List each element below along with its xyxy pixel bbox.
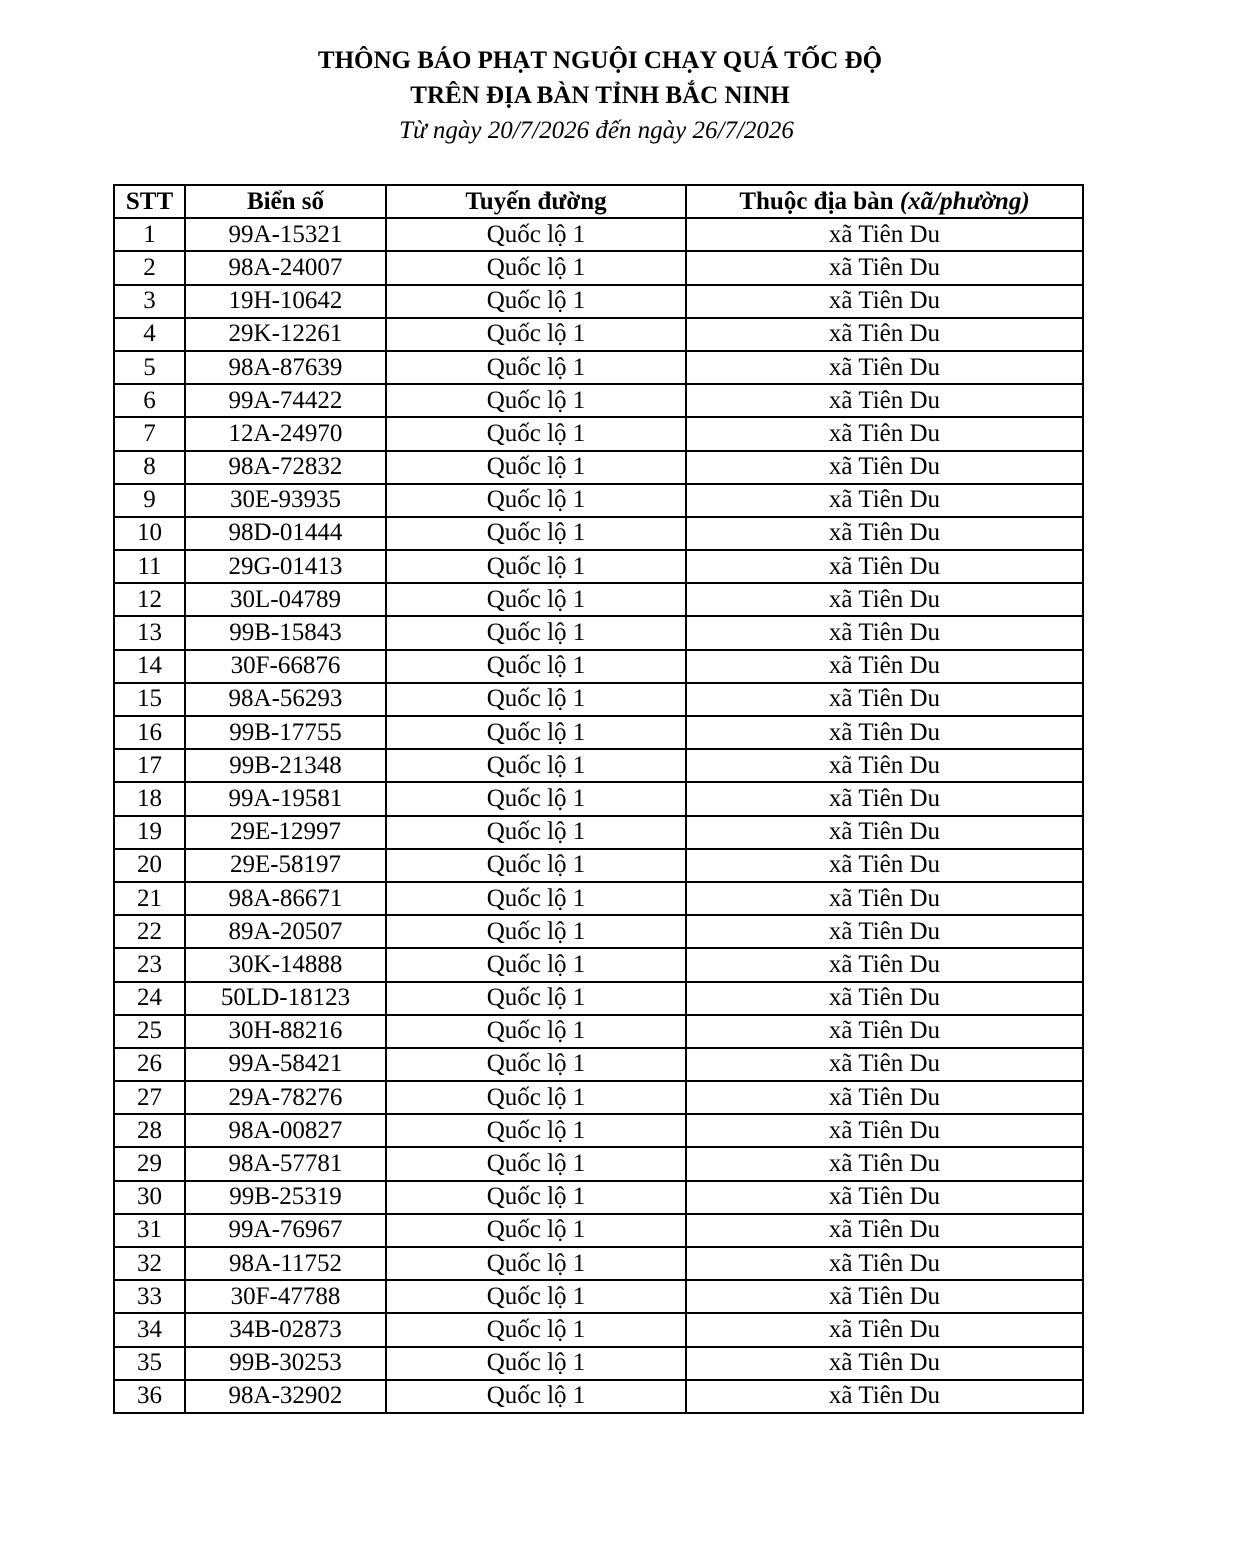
cell-route: Quốc lộ 1 — [386, 915, 686, 948]
cell-route: Quốc lộ 1 — [386, 417, 686, 450]
cell-plate: 29E-58197 — [185, 849, 386, 882]
cell-stt: 31 — [114, 1214, 185, 1247]
cell-plate: 99A-15321 — [185, 218, 386, 251]
cell-plate: 98A-00827 — [185, 1114, 386, 1147]
cell-route: Quốc lộ 1 — [386, 749, 686, 782]
cell-plate: 30L-04789 — [185, 583, 386, 616]
cell-stt: 19 — [114, 816, 185, 849]
table-row — [114, 1313, 1083, 1346]
cell-area: xã Tiên Du — [686, 351, 1083, 384]
cell-stt: 20 — [114, 849, 185, 882]
cell-stt: 4 — [114, 318, 185, 351]
cell-stt: 35 — [114, 1347, 185, 1380]
table-row — [114, 583, 1083, 616]
table-row — [114, 782, 1083, 815]
cell-route: Quốc lộ 1 — [386, 1048, 686, 1081]
cell-route: Quốc lộ 1 — [386, 1280, 686, 1313]
cell-area: xã Tiên Du — [686, 782, 1083, 815]
cell-stt: 10 — [114, 517, 185, 550]
cell-route: Quốc lộ 1 — [386, 1114, 686, 1147]
cell-plate: 99B-21348 — [185, 749, 386, 782]
cell-route: Quốc lộ 1 — [386, 816, 686, 849]
cell-plate: 99A-74422 — [185, 384, 386, 417]
cell-area: xã Tiên Du — [686, 948, 1083, 981]
cell-plate: 99B-25319 — [185, 1181, 386, 1214]
cell-plate: 99A-76967 — [185, 1214, 386, 1247]
cell-stt: 13 — [114, 616, 185, 649]
cell-plate: 34B-02873 — [185, 1313, 386, 1346]
table-row — [114, 218, 1083, 251]
cell-route: Quốc lộ 1 — [386, 1015, 686, 1048]
cell-area: xã Tiên Du — [686, 683, 1083, 716]
cell-area: xã Tiên Du — [686, 1313, 1083, 1346]
table-row — [114, 1380, 1083, 1413]
cell-route: Quốc lộ 1 — [386, 1147, 686, 1180]
cell-area: xã Tiên Du — [686, 816, 1083, 849]
cell-route: Quốc lộ 1 — [386, 948, 686, 981]
cell-stt: 32 — [114, 1247, 185, 1280]
table-row — [114, 683, 1083, 716]
cell-area: xã Tiên Du — [686, 1380, 1083, 1413]
cell-area: xã Tiên Du — [686, 318, 1083, 351]
table-row — [114, 616, 1083, 649]
cell-route: Quốc lộ 1 — [386, 1313, 686, 1346]
cell-stt: 24 — [114, 982, 185, 1015]
cell-area: xã Tiên Du — [686, 1214, 1083, 1247]
table-row — [114, 550, 1083, 583]
cell-route: Quốc lộ 1 — [386, 650, 686, 683]
cell-stt: 22 — [114, 915, 185, 948]
document-title-line-1: THÔNG BÁO PHẠT NGUỘI CHẠY QUÁ TỐC ĐỘ — [317, 47, 883, 74]
cell-area: xã Tiên Du — [686, 616, 1083, 649]
table-row — [114, 849, 1083, 882]
cell-area: xã Tiên Du — [686, 982, 1083, 1015]
cell-plate: 99A-19581 — [185, 782, 386, 815]
cell-stt: 9 — [114, 484, 185, 517]
cell-plate: 98A-11752 — [185, 1247, 386, 1280]
cell-area: xã Tiên Du — [686, 1048, 1083, 1081]
cell-stt: 5 — [114, 351, 185, 384]
cell-area: xã Tiên Du — [686, 451, 1083, 484]
cell-plate: 99B-15843 — [185, 616, 386, 649]
cell-route: Quốc lộ 1 — [386, 351, 686, 384]
cell-stt: 36 — [114, 1380, 185, 1413]
cell-route: Quốc lộ 1 — [386, 583, 686, 616]
cell-route: Quốc lộ 1 — [386, 882, 686, 915]
cell-route: Quốc lộ 1 — [386, 1181, 686, 1214]
table-row — [114, 650, 1083, 683]
date-range-subtitle: Từ ngày 20/7/2026 đến ngày 26/7/2026 — [399, 117, 794, 144]
cell-area: xã Tiên Du — [686, 1280, 1083, 1313]
cell-area: xã Tiên Du — [686, 650, 1083, 683]
cell-plate: 98A-24007 — [185, 251, 386, 284]
table-row — [114, 351, 1083, 384]
document-title-line-2: TRÊN ĐỊA BÀN TỈNH BẮC NINH — [410, 82, 790, 109]
cell-stt: 6 — [114, 384, 185, 417]
cell-stt: 18 — [114, 782, 185, 815]
cell-plate: 29E-12997 — [185, 816, 386, 849]
table-row — [114, 1015, 1083, 1048]
cell-route: Quốc lộ 1 — [386, 1347, 686, 1380]
table-row — [114, 1147, 1083, 1180]
cell-plate: 98A-57781 — [185, 1147, 386, 1180]
cell-plate: 89A-20507 — [185, 915, 386, 948]
cell-plate: 29K-12261 — [185, 318, 386, 351]
violations-table — [113, 184, 1084, 1414]
table-header-row — [114, 185, 1083, 218]
header-route: Tuyến đường — [386, 185, 686, 218]
cell-route: Quốc lộ 1 — [386, 782, 686, 815]
cell-area: xã Tiên Du — [686, 285, 1083, 318]
cell-stt: 29 — [114, 1147, 185, 1180]
cell-route: Quốc lộ 1 — [386, 616, 686, 649]
cell-route: Quốc lộ 1 — [386, 1214, 686, 1247]
cell-stt: 8 — [114, 451, 185, 484]
cell-route: Quốc lộ 1 — [386, 683, 686, 716]
cell-plate: 98A-32902 — [185, 1380, 386, 1413]
table-row — [114, 948, 1083, 981]
table-row — [114, 318, 1083, 351]
cell-stt: 33 — [114, 1280, 185, 1313]
cell-plate: 30K-14888 — [185, 948, 386, 981]
table-row — [114, 1214, 1083, 1247]
cell-area: xã Tiên Du — [686, 1147, 1083, 1180]
table-row — [114, 982, 1083, 1015]
cell-plate: 30F-47788 — [185, 1280, 386, 1313]
cell-route: Quốc lộ 1 — [386, 318, 686, 351]
cell-area: xã Tiên Du — [686, 484, 1083, 517]
cell-stt: 16 — [114, 716, 185, 749]
cell-area: xã Tiên Du — [686, 583, 1083, 616]
cell-plate: 98A-86671 — [185, 882, 386, 915]
cell-route: Quốc lộ 1 — [386, 218, 686, 251]
cell-plate: 98A-56293 — [185, 683, 386, 716]
cell-plate: 98D-01444 — [185, 517, 386, 550]
cell-stt: 7 — [114, 417, 185, 450]
cell-route: Quốc lộ 1 — [386, 517, 686, 550]
table-row — [114, 384, 1083, 417]
cell-plate: 98A-87639 — [185, 351, 386, 384]
cell-area: xã Tiên Du — [686, 716, 1083, 749]
header-plate: Biển số — [185, 185, 386, 218]
cell-area: xã Tiên Du — [686, 251, 1083, 284]
cell-area: xã Tiên Du — [686, 1347, 1083, 1380]
cell-stt: 30 — [114, 1181, 185, 1214]
cell-stt: 25 — [114, 1015, 185, 1048]
header-stt: STT — [114, 185, 185, 218]
cell-route: Quốc lộ 1 — [386, 451, 686, 484]
cell-area: xã Tiên Du — [686, 749, 1083, 782]
cell-route: Quốc lộ 1 — [386, 251, 686, 284]
table-row — [114, 882, 1083, 915]
cell-plate: 12A-24970 — [185, 417, 386, 450]
header-area — [686, 185, 1083, 218]
cell-plate: 50LD-18123 — [185, 982, 386, 1015]
header-area-label: Thuộc địa bàn — [739, 187, 894, 215]
cell-stt: 2 — [114, 251, 185, 284]
table-row — [114, 749, 1083, 782]
cell-plate: 29A-78276 — [185, 1081, 386, 1114]
cell-area: xã Tiên Du — [686, 1015, 1083, 1048]
cell-area: xã Tiên Du — [686, 550, 1083, 583]
cell-plate: 98A-72832 — [185, 451, 386, 484]
table-row — [114, 285, 1083, 318]
cell-route: Quốc lộ 1 — [386, 484, 686, 517]
cell-stt: 21 — [114, 882, 185, 915]
cell-stt: 11 — [114, 550, 185, 583]
cell-plate: 19H-10642 — [185, 285, 386, 318]
cell-route: Quốc lộ 1 — [386, 384, 686, 417]
cell-route: Quốc lộ 1 — [386, 1081, 686, 1114]
table-row — [114, 1247, 1083, 1280]
cell-route: Quốc lộ 1 — [386, 716, 686, 749]
cell-area: xã Tiên Du — [686, 1081, 1083, 1114]
cell-plate: 29G-01413 — [185, 550, 386, 583]
cell-area: xã Tiên Du — [686, 384, 1083, 417]
cell-plate: 99B-17755 — [185, 716, 386, 749]
cell-plate: 30H-88216 — [185, 1015, 386, 1048]
table-row — [114, 915, 1083, 948]
cell-stt: 12 — [114, 583, 185, 616]
cell-plate: 30F-66876 — [185, 650, 386, 683]
table-row — [114, 451, 1083, 484]
cell-area: xã Tiên Du — [686, 882, 1083, 915]
cell-stt: 1 — [114, 218, 185, 251]
cell-plate: 99B-30253 — [185, 1347, 386, 1380]
cell-stt: 15 — [114, 683, 185, 716]
cell-area: xã Tiên Du — [686, 218, 1083, 251]
table-row — [114, 1081, 1083, 1114]
table-row — [114, 716, 1083, 749]
cell-stt: 23 — [114, 948, 185, 981]
cell-stt: 28 — [114, 1114, 185, 1147]
cell-stt: 34 — [114, 1313, 185, 1346]
cell-area: xã Tiên Du — [686, 849, 1083, 882]
table-row — [114, 251, 1083, 284]
table-row — [114, 1347, 1083, 1380]
cell-stt: 17 — [114, 749, 185, 782]
cell-area: xã Tiên Du — [686, 915, 1083, 948]
cell-area: xã Tiên Du — [686, 417, 1083, 450]
cell-stt: 3 — [114, 285, 185, 318]
cell-stt: 27 — [114, 1081, 185, 1114]
cell-area: xã Tiên Du — [686, 517, 1083, 550]
cell-route: Quốc lộ 1 — [386, 285, 686, 318]
cell-area: xã Tiên Du — [686, 1181, 1083, 1214]
cell-route: Quốc lộ 1 — [386, 849, 686, 882]
table-row — [114, 417, 1083, 450]
cell-route: Quốc lộ 1 — [386, 982, 686, 1015]
cell-stt: 14 — [114, 650, 185, 683]
cell-plate: 99A-58421 — [185, 1048, 386, 1081]
cell-route: Quốc lộ 1 — [386, 1247, 686, 1280]
cell-route: Quốc lộ 1 — [386, 1380, 686, 1413]
table-row — [114, 1114, 1083, 1147]
table-row — [114, 517, 1083, 550]
header-area-note: (xã/phường) — [899, 187, 1030, 215]
cell-plate: 30E-93935 — [185, 484, 386, 517]
table-row — [114, 1181, 1083, 1214]
table-row — [114, 1048, 1083, 1081]
cell-area: xã Tiên Du — [686, 1247, 1083, 1280]
cell-route: Quốc lộ 1 — [386, 550, 686, 583]
table-row — [114, 1280, 1083, 1313]
cell-stt: 26 — [114, 1048, 185, 1081]
table-row — [114, 816, 1083, 849]
cell-area: xã Tiên Du — [686, 1114, 1083, 1147]
table-row — [114, 484, 1083, 517]
